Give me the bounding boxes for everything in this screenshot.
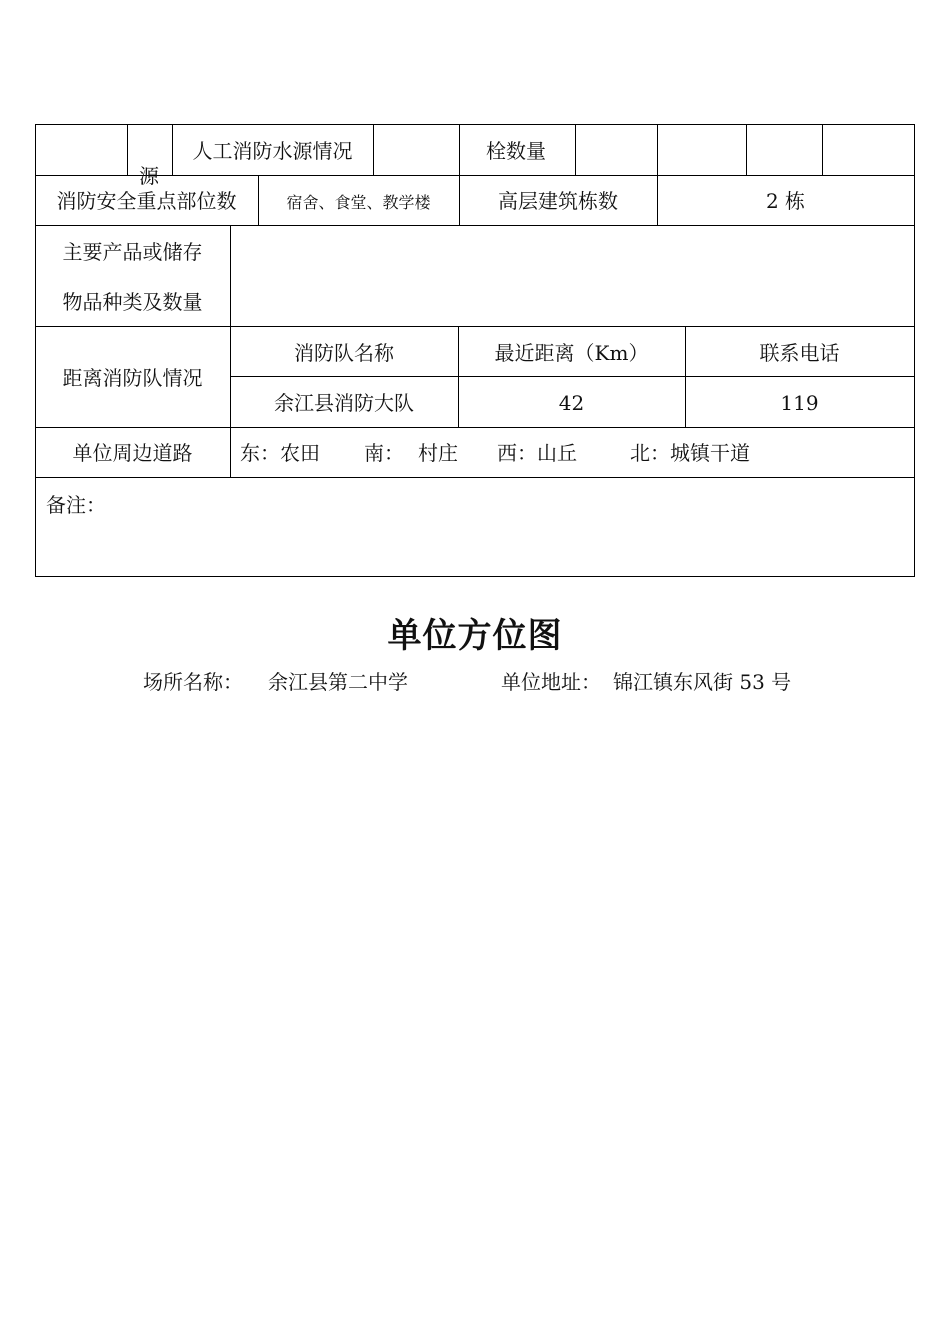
road-west: 西：山丘 [497,441,577,465]
row-divider-6 [35,477,915,478]
address-value: 锦江镇东风街 53 号 [613,670,792,694]
fire-station-name: 余江县消防大队 [274,391,414,415]
table-border-top [35,124,915,125]
page-title: 单位方位图 [387,616,563,656]
place-name-label: 场所名称： [143,670,243,694]
row-divider-1 [35,175,915,176]
products-label-line2: 物品种类及数量 [62,290,203,314]
highrise-count-value: 2 栋 [765,189,806,213]
remarks-label: 备注： [46,493,106,517]
col-divider [746,124,747,175]
col-divider [230,427,231,477]
artificial-water-source-label: 人工消防水源情况 [192,139,353,163]
roads-label: 单位周边道路 [72,441,193,465]
fire-station-distance: 42 [558,391,585,415]
col-divider [230,225,231,326]
fire-station-phone-header: 联系电话 [759,341,840,365]
col-divider [127,124,128,175]
products-label-line1: 主要产品或储存 [62,240,203,264]
road-south-value: 村庄 [418,441,458,465]
address-label: 单位地址： [501,670,601,694]
col-divider [822,124,823,175]
row-divider-2 [35,225,915,226]
fire-station-label: 距离消防队情况 [62,366,203,390]
highrise-count-label: 高层建筑栋数 [498,189,618,213]
road-east: 东：农田 [240,441,320,465]
table-border-bottom [35,576,914,577]
place-name-value: 余江县第二中学 [268,670,408,694]
fire-station-distance-header: 最近距离（Km） [494,341,649,365]
table-border-right [914,124,915,577]
col-divider [373,124,374,175]
key-parts-label: 消防安全重点部位数 [56,189,237,213]
fire-station-phone: 119 [780,391,819,415]
col-divider [657,124,658,175]
water-source-char: 源 [139,164,159,188]
road-north: 北：城镇干道 [630,441,750,465]
hydrant-count-label: 栓数量 [486,139,546,163]
row-divider-3 [35,326,915,327]
col-divider [575,124,576,175]
fire-station-name-header: 消防队名称 [294,341,394,365]
row-divider-5 [35,427,915,428]
key-parts-value: 宿舍、食堂、教学楼 [286,193,431,212]
road-south-label: 南： [364,441,404,465]
col-divider [459,124,460,175]
row-divider-4 [230,376,914,377]
